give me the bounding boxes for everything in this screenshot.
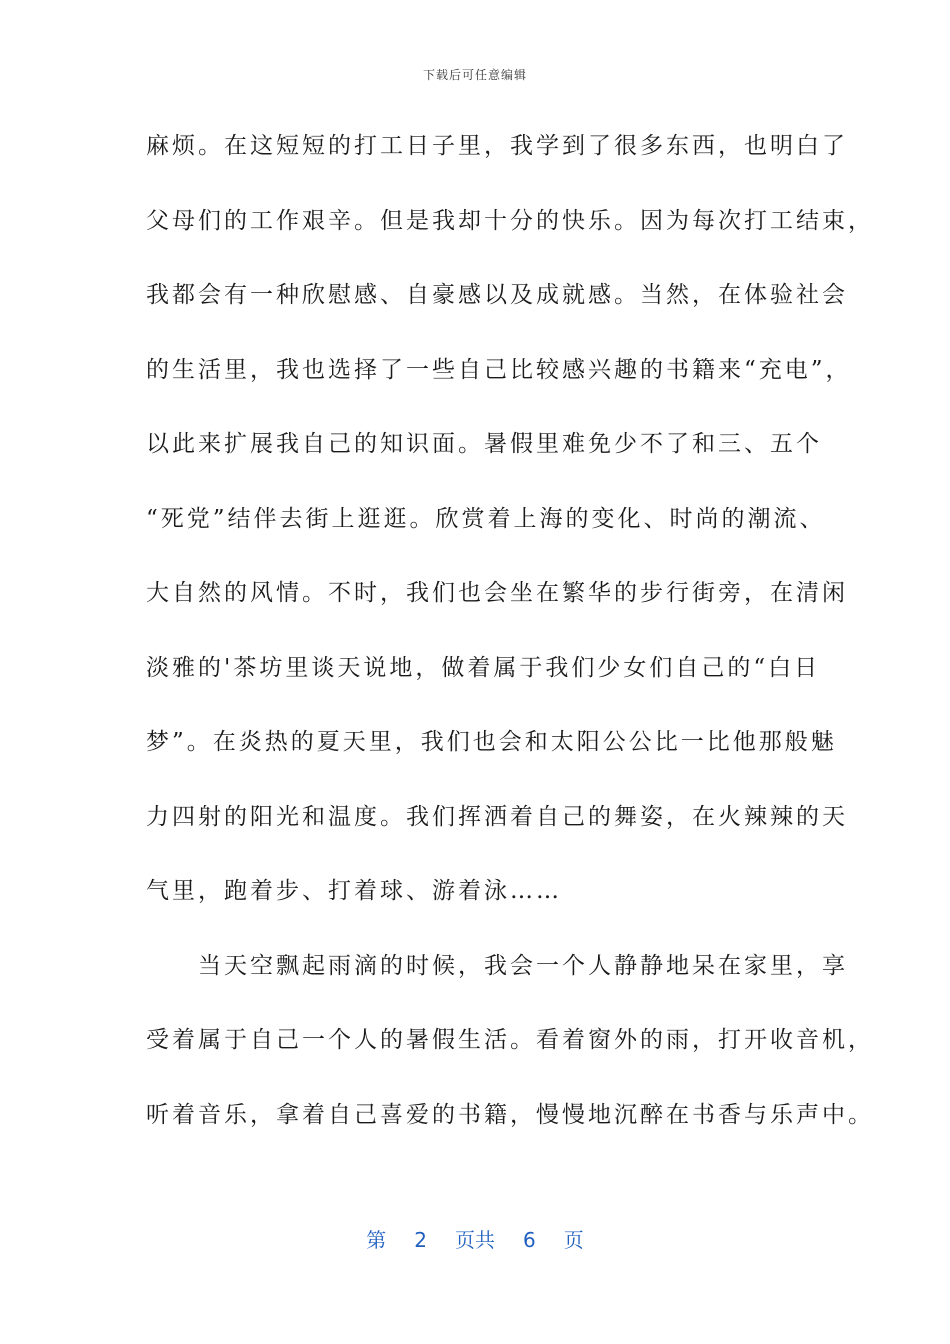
text-line: 梦”。在炎热的夏天里，我们也会和太阳公公比一比他那般魅 — [146, 729, 837, 755]
page-number: 2 — [414, 1228, 427, 1252]
text-line: 当天空飘起雨滴的时候，我会一个人静静地呆在家里，享 — [146, 952, 848, 979]
document-body — [146, 121, 874, 1164]
text-line: 听着音乐，拿着自己喜爱的书籍，慢慢地沉醉在书香与乐声中。 — [146, 1101, 874, 1128]
page-prefix: 第 — [366, 1228, 387, 1252]
text-line: 我都会有一种欣慰感、自豪感以及成就感。当然，在体验社会 — [146, 282, 848, 308]
page-suffix: 页 — [563, 1228, 584, 1252]
text-line: 父母们的工作艰辛。但是我却十分的快乐。因为每次打工结束， — [146, 207, 874, 234]
text-line: 受着属于自己一个人的暑假生活。看着窗外的雨，打开收音机， — [146, 1027, 874, 1053]
text-line: 以此来扩展我自己的知识面。暑假里难免少不了和三、五个 — [146, 431, 822, 457]
text-line: 的生活里，我也选择了一些自己比较感兴趣的书籍来“充电”， — [146, 356, 852, 383]
page-footer — [0, 1224, 950, 1253]
text-line: 大自然的风情。不时，我们也会坐在繁华的步行街旁，在清闲 — [146, 580, 848, 606]
text-line: 力四射的阳光和温度。我们挥洒着自己的舞姿，在火辣辣的天 — [146, 803, 848, 830]
page-mid: 页共 — [455, 1228, 495, 1252]
page-header: 下载后可任意编辑 — [422, 68, 527, 82]
text-line: 气里，跑着步、打着球、游着泳…… — [146, 878, 562, 904]
total-pages: 6 — [523, 1228, 536, 1252]
text-line: 淡雅的'茶坊里谈天说地，做着属于我们少女们自己的“白日 — [146, 654, 821, 681]
text-line: 麻烦。在这短短的打工日子里，我学到了很多东西，也明白了 — [146, 133, 848, 159]
text-line: “死党”结伴去街上逛逛。欣赏着上海的变化、时尚的潮流、 — [146, 505, 826, 532]
